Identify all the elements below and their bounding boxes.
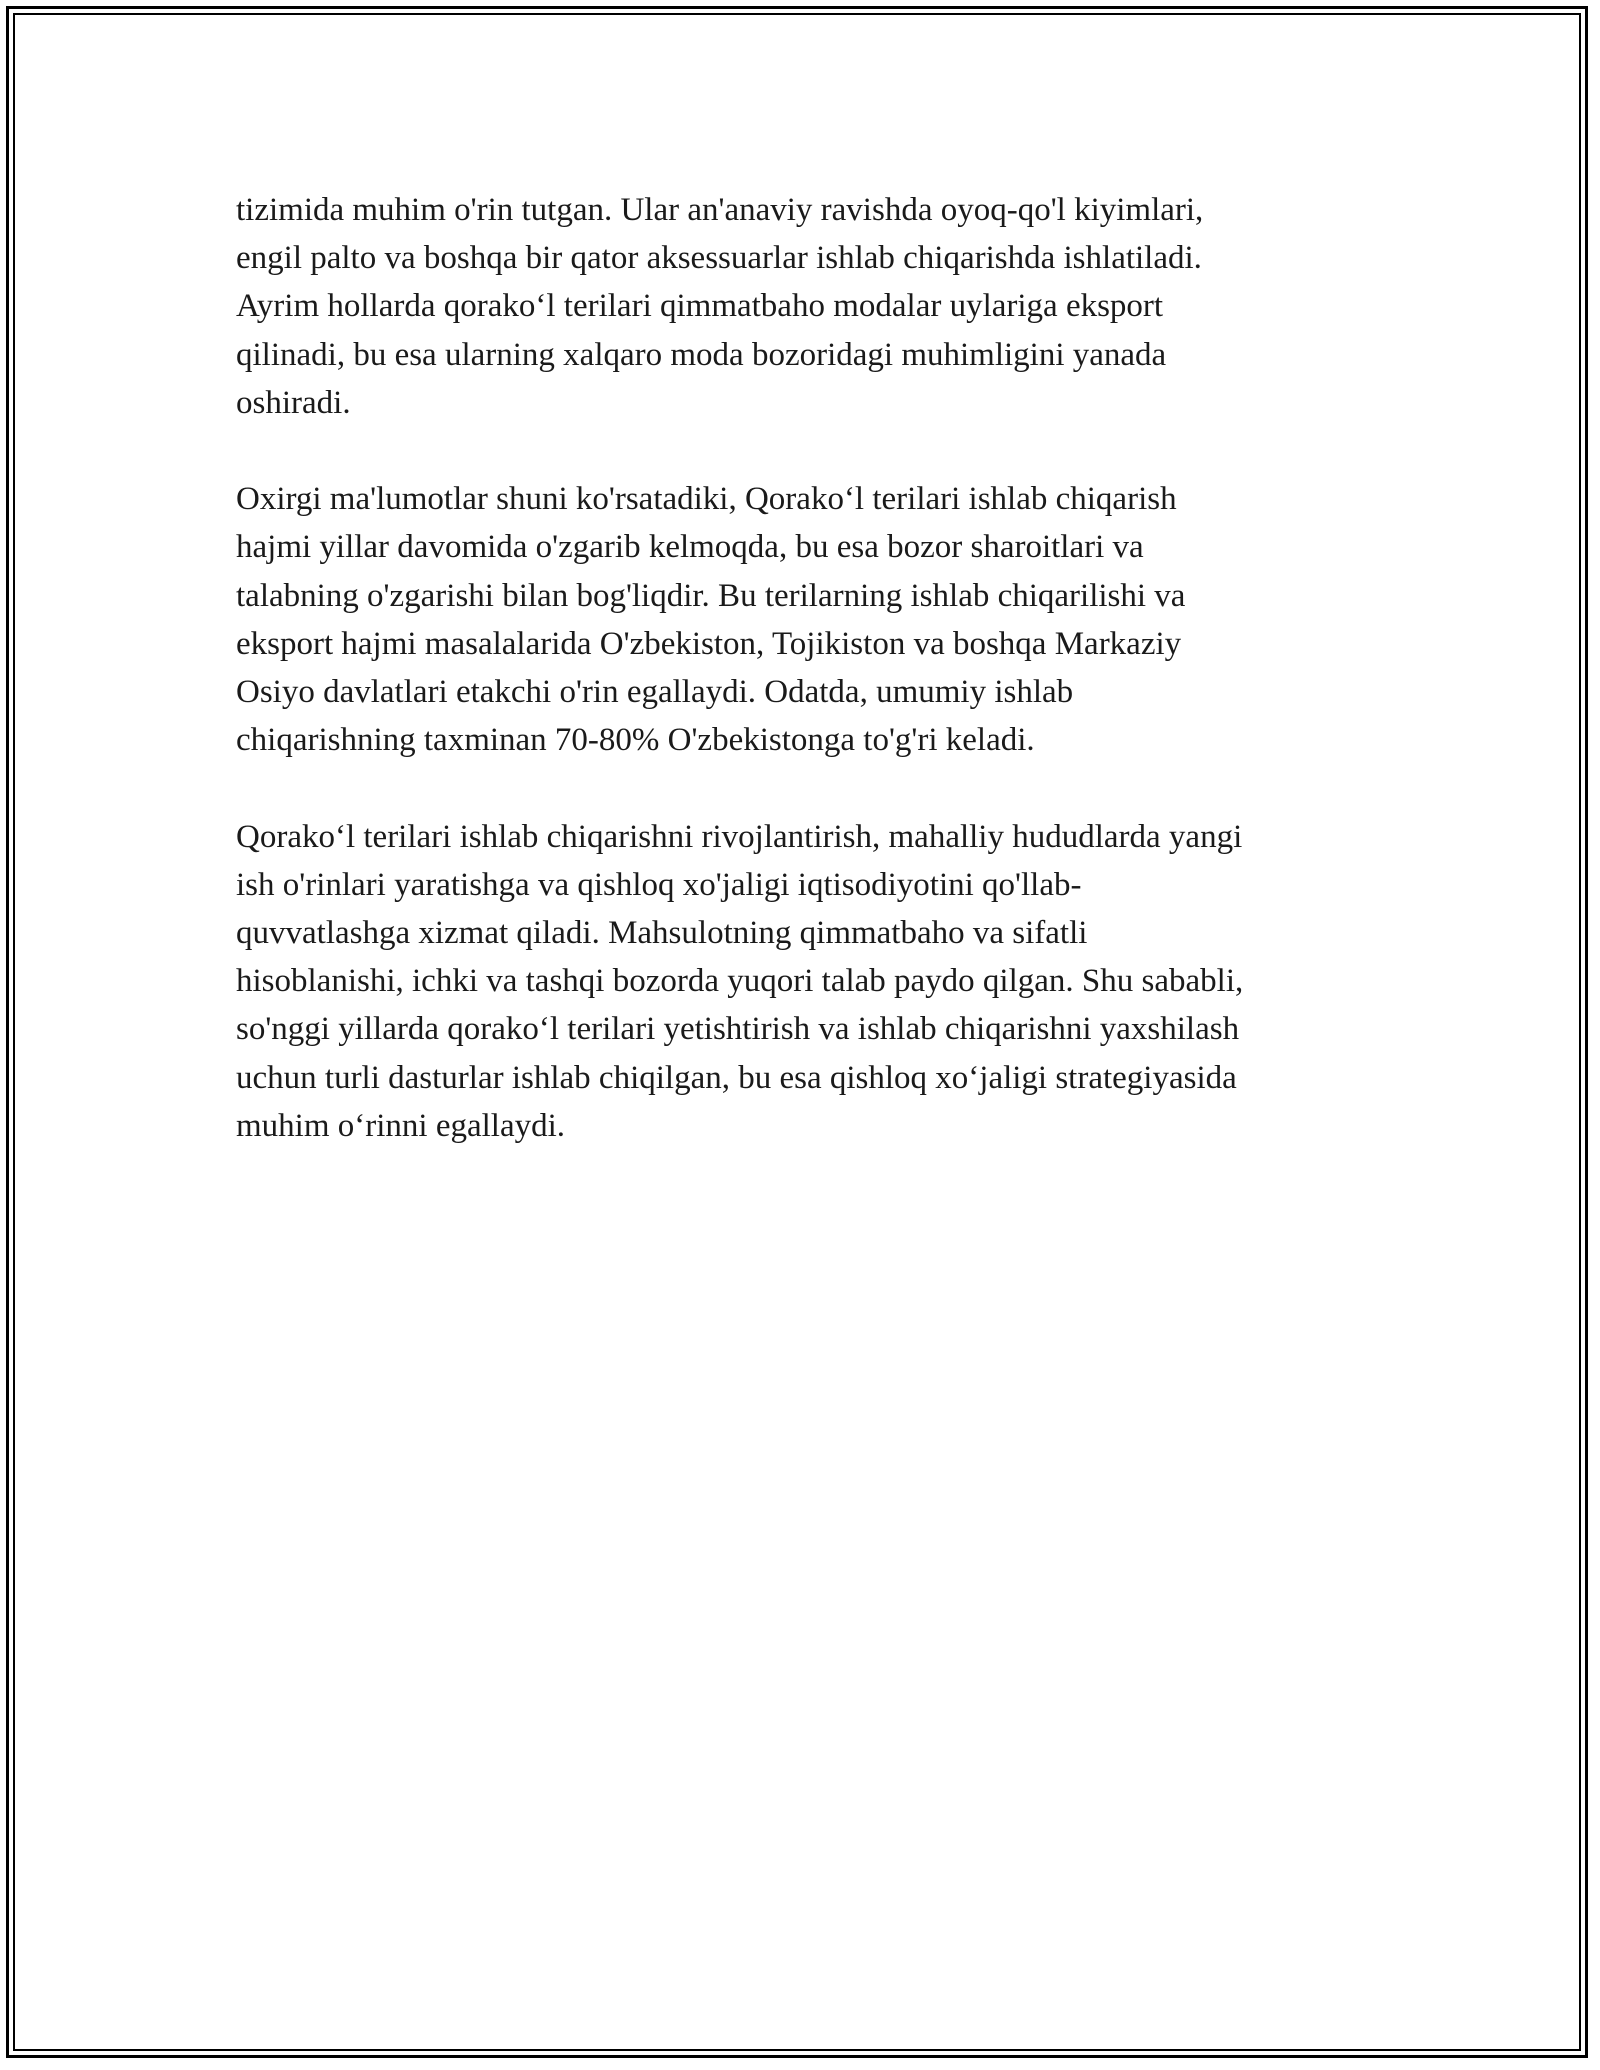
document-body (236, 186, 1366, 1198)
paragraph-3: Qorako‘l terilari ishlab chiqarishni rivojlantirish, mahalliy hududlarda yangi ish o'rinlari yaratishga va qishloq xo'jaligi iqtisodiyotini qo'llab- quvvatlashga xizmat qiladi. Mahsulotning qimmatbaho va sifatli hisoblanishi, ichki va tashqi bozorda yuqori talab paydo qilgan. Shu sababli, so'nggi yillarda qorako‘l terilari yetishtirish va ishlab chiqarishni yaxshilash uchun turli dasturlar ishlab chiqilgan, bu esa qishloq xo‘jaligi strategiyasida muhim o‘rinni egallaydi. (236, 818, 1244, 1144)
paragraph-1: tizimida muhim o'rin tutgan. Ular an'anaviy ravishda oyoq-qo'l kiyimlari, engil palto va boshqa bir qator aksessuarlar ishlab chiqarishda ishlatiladi. Ayrim hollarda qorako‘l terilari qimmatbaho modalar uylariga eksport qilinadi, bu esa ularning xalqaro moda bozoridagi muhimligini yanada oshiradi. (236, 192, 1204, 421)
paragraph-2: Oxirgi ma'lumotlar shuni ko'rsatadiki, Qorako‘l terilari ishlab chiqarish hajmi yillar davomida o'zgarib kelmoqda, bu esa bozor sharoitlari va talabning o'zgarishi bilan bog'liqdir. Bu terilarning ishlab chiqarilishi va eksport hajmi masalalarida O'zbekiston, Tojikiston va boshqa Markaziy Osiyo davlatlari etakchi o'rin egallaydi. Odatda, umumiy ishlab chiqarishning taxminan 70-80% O'zbekistonga to'g'ri keladi. (236, 481, 1186, 759)
